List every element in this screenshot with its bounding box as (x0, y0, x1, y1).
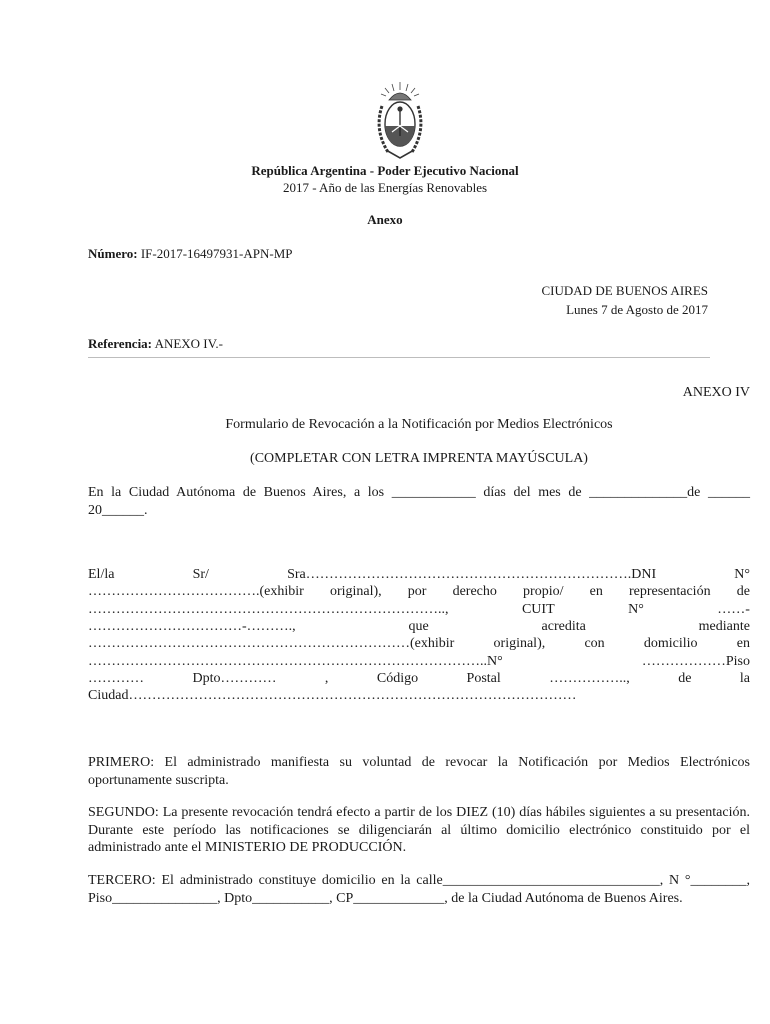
fill-word: en (589, 584, 603, 600)
referencia-value: ANEXO IV.- (154, 336, 223, 351)
fill-word: CUIT (521, 601, 555, 617)
fill-word: de (736, 584, 750, 600)
fill-line (88, 601, 750, 618)
city: CIUDAD DE BUENOS AIRES (541, 283, 708, 298)
fill-word: en (736, 636, 750, 652)
fill-word: Sra…………………………………………………………….DNI (287, 567, 657, 582)
intro-paragraph: En la Ciudad Autónoma de Buenos Aires, a los ____________ días del mes de ______________de ______ 20______. (88, 485, 750, 518)
fill-word: derecho (452, 584, 497, 600)
fill-word: la (739, 670, 750, 686)
fill-word: de (678, 670, 692, 686)
numero-value: IF-2017-16497931-APN-MP (140, 246, 293, 261)
fill-word: ………………………………………………………………….., (88, 601, 449, 617)
fill-line (88, 687, 750, 704)
document-date: Lunes 7 de Agosto de 2017 (566, 302, 708, 317)
fill-word: Dpto………… (192, 670, 277, 686)
fill-word: Código (376, 670, 419, 686)
fill-word: acredita (541, 618, 586, 634)
fill-line (88, 618, 750, 635)
fill-word: …………….., (549, 670, 630, 686)
org-heading: República Argentina - Poder Ejecutivo Nacional (251, 163, 519, 178)
fill-word: que (408, 618, 429, 634)
fill-line (88, 566, 750, 583)
tercero-paragraph: TERCERO: El administrado constituye domicilio en la calle_______________________________, N °________, Piso_______________, Dpto___________, CP_____________, de la Ciudad Autónoma de Buenos Aires. (88, 873, 750, 906)
fill-word: ……………………………….(exhibir (88, 584, 304, 600)
year-motto: 2017 - Año de las Energías Renovables (282, 180, 488, 195)
form-title: Formulario de Revocación a la Notificación por Medios Electrónicos (225, 417, 613, 432)
form-instruction: (COMPLETAR CON LETRA IMPRENTA MAYÚSCULA) (250, 451, 588, 466)
fill-word: propio/ (523, 584, 564, 600)
fill-word: ……………………………………………………………(exhibir (88, 636, 455, 652)
fill-word: ……- (717, 601, 750, 617)
fill-word: mediante (698, 618, 750, 634)
argentina-coat-of-arms-icon (372, 80, 428, 162)
fill-line (88, 635, 750, 652)
referencia-label: Referencia: (88, 336, 153, 351)
fill-line (88, 653, 750, 670)
numero-label: Número: (88, 246, 138, 261)
fill-word: por (407, 584, 427, 600)
fill-word: domicilio (643, 636, 698, 652)
fill-word: original), (493, 636, 546, 652)
fill-word: representación (628, 584, 711, 600)
segundo-paragraph: SEGUNDO: La presente revocación tendrá efecto a partir de los DIEZ (10) días hábiles siguientes a su presentación. Durante este período las notificaciones se diligenciarán al último domicilio electrónico constituido por el administrado ante el MINISTERIO DE PRODUCCIÓN. (88, 805, 750, 855)
fill-word: Sr/ (192, 567, 209, 582)
fill-word: con (584, 636, 605, 652)
fill-word: ………………Piso (641, 653, 750, 669)
fill-line (88, 583, 750, 600)
fill-word: original), (329, 584, 382, 600)
document-type: Anexo (367, 212, 403, 227)
fill-word: Postal (466, 670, 501, 686)
fill-word: , (324, 670, 329, 686)
fill-word: ………… (88, 670, 144, 686)
primero-paragraph: PRIMERO: El administrado manifiesta su voluntad de revocar la Notificación por Medios Electrónicos oportunamente suscripta. (88, 755, 750, 788)
fill-word: Ciudad…………………………………………………………………………………… (88, 688, 577, 704)
annex-title: ANEXO IV (682, 385, 750, 400)
fill-word: N° (628, 601, 644, 617)
fill-word: ……………………………-………., (88, 618, 296, 634)
fill-line (88, 670, 750, 687)
fill-word: El/la (88, 567, 115, 582)
referencia-line (88, 336, 223, 352)
header-divider (88, 357, 710, 358)
fill-word: …………………………………………………………………………..N° (88, 653, 503, 669)
fill-word: N° (734, 567, 750, 582)
numero-line (88, 246, 293, 262)
